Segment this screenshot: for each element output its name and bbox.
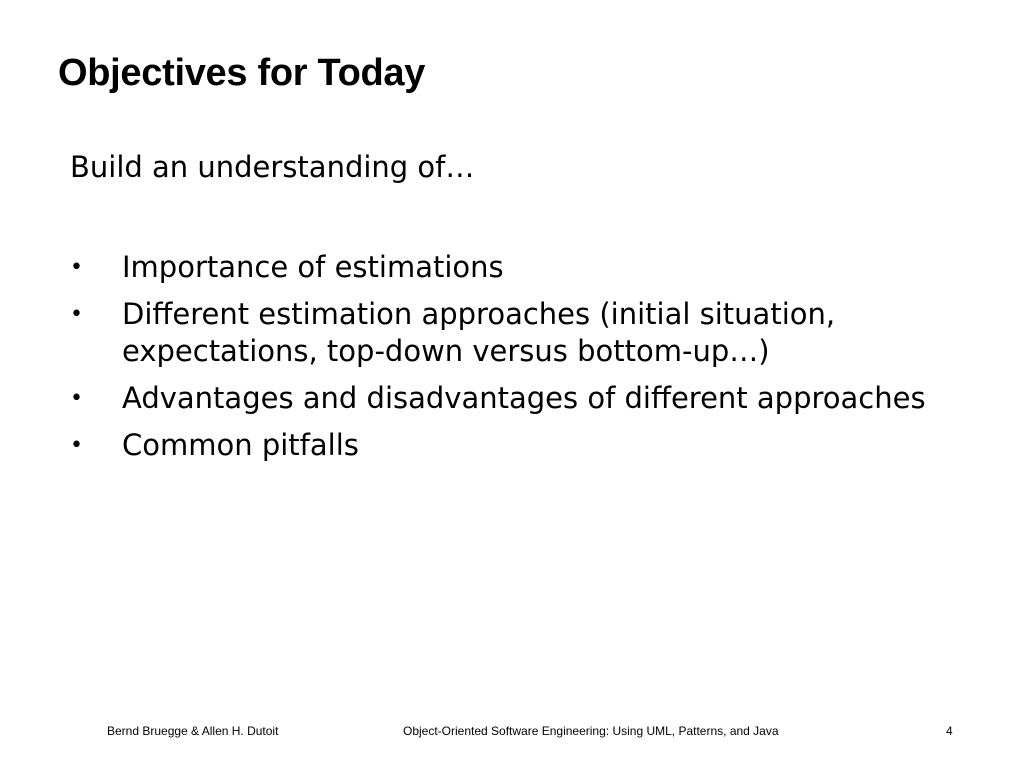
intro-text: Build an understanding of… [70, 150, 475, 184]
bullet-item [70, 249, 930, 286]
slide-title: Objectives for Today [58, 52, 426, 94]
bullet-item [70, 296, 930, 370]
bullet-icon: • [70, 386, 83, 411]
bullet-list [70, 249, 930, 474]
bullet-icon: • [70, 433, 83, 458]
bullet-icon: • [70, 255, 83, 280]
bullet-icon: • [70, 302, 83, 327]
bullet-text: Importance of estimations [122, 250, 504, 284]
footer-authors: Bernd Bruegge & Allen H. Dutoit [107, 724, 279, 738]
footer-book-title: Object-Oriented Software Engineering: Using UML, Patterns, and Java [403, 724, 779, 738]
bullet-item [70, 427, 930, 464]
bullet-text: Different estimation approaches (initial situation, expectations, top-down versus bottom-up…) [122, 297, 836, 368]
footer-page-number: 4 [946, 724, 953, 738]
bullet-text: Common pitfalls [122, 428, 359, 462]
bullet-text: Advantages and disadvantages of different approaches [122, 381, 926, 415]
bullet-item [70, 380, 930, 417]
